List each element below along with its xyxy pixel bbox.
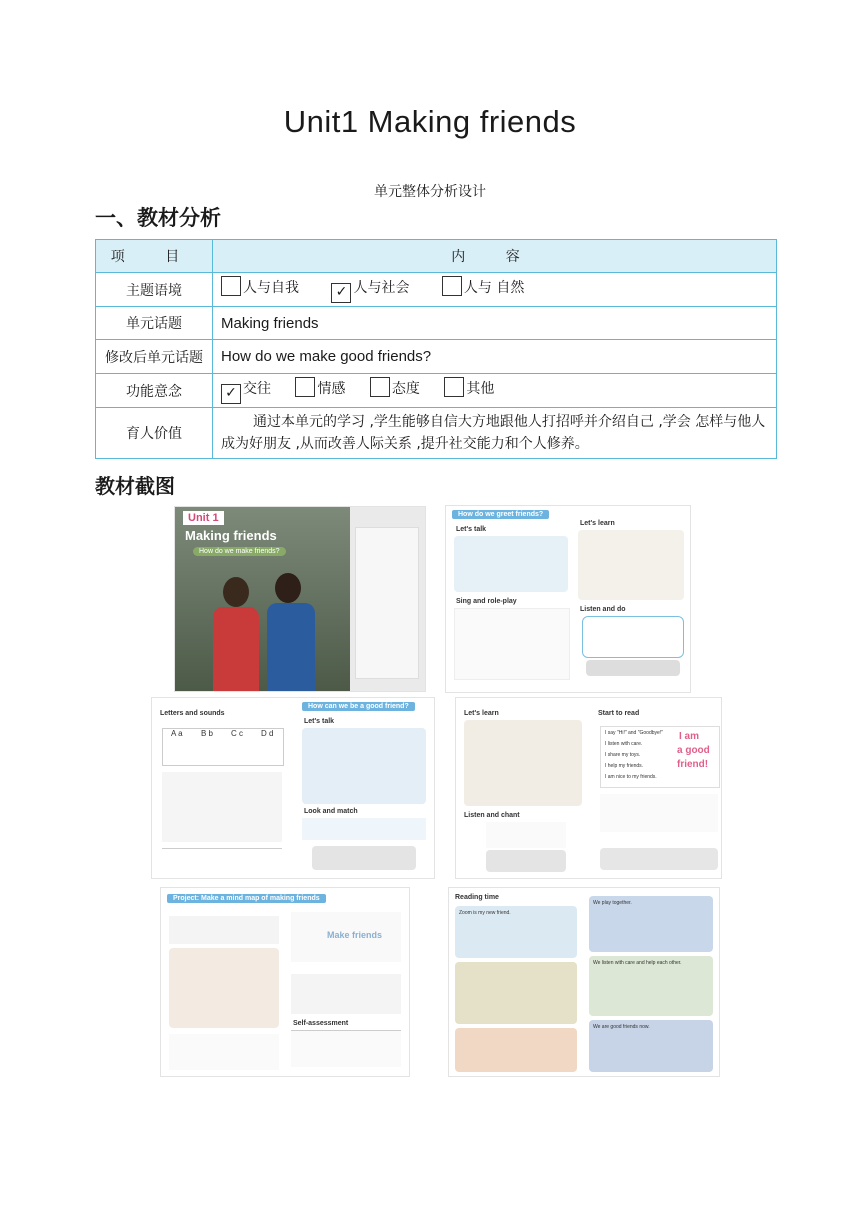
theme-label: 主题语境 <box>96 273 213 307</box>
option-label: 人与 自然 <box>463 280 525 296</box>
listen-box <box>582 616 684 658</box>
poster <box>600 726 720 788</box>
project-checklist <box>169 1034 279 1070</box>
child-body <box>213 607 259 691</box>
letter-d: D d <box>261 729 274 738</box>
theme-option-nature[interactable] <box>442 280 524 296</box>
lets-learn-label: Let's learn <box>580 520 615 527</box>
function-options <box>213 374 777 408</box>
checkbox[interactable] <box>444 377 464 397</box>
look-match-label: Look and match <box>304 808 358 815</box>
section-heading-analysis: 一、教材分析 <box>95 206 221 230</box>
b-lets-learn-label: Let's learn <box>464 710 499 717</box>
listen-and-do-label: Listen and do <box>580 606 626 613</box>
page-subtitle: 单元整体分析设计 <box>374 184 486 200</box>
table-row-revised-topic <box>96 340 777 374</box>
child-head <box>275 573 301 603</box>
page-title: Unit1 Making friends <box>283 104 577 139</box>
theme-options <box>213 273 777 307</box>
letters-grid <box>162 728 284 766</box>
child-head <box>223 577 249 607</box>
value-text: 通过本单元的学习 ,学生能够自信大方地跟他人打招呼并介绍自己 ,学会 怎样与他人成为好朋友 ,从而改善人际关系 ,提升社交能力和个人修养。 <box>213 408 777 459</box>
topic-value: Making friends <box>213 307 777 340</box>
self-assessment-label: Self-assessment <box>293 1020 349 1027</box>
section-b-banner: How can we be a good friend? <box>302 702 415 711</box>
start-to-read-label: Start to read <box>598 710 640 717</box>
unit-question: How do we make friends? <box>193 547 286 556</box>
learn-illustration <box>578 530 684 600</box>
table-row-function <box>96 374 777 408</box>
textbook-spread-b <box>151 697 435 879</box>
read-line: I am nice to my friends. <box>605 774 657 780</box>
checkbox[interactable] <box>442 276 462 296</box>
reading-caption: We play together. <box>593 900 632 906</box>
checkbox[interactable] <box>370 377 390 397</box>
function-option-emotion[interactable] <box>295 381 345 397</box>
circle-sound-exercise <box>162 772 282 842</box>
b-learn-illustration <box>464 720 582 806</box>
project-step-1 <box>169 916 279 944</box>
textbook-page-a <box>445 505 691 693</box>
reading-scene-1 <box>455 906 577 958</box>
analysis-table <box>95 239 777 459</box>
theme-option-self[interactable] <box>221 280 299 296</box>
textbook-spread-project <box>160 887 410 1077</box>
option-label: 人与自我 <box>243 280 299 296</box>
talk-illustration <box>454 536 568 592</box>
unit-title: Making friends <box>185 528 277 543</box>
revised-topic-label: 修改后单元话题 <box>96 340 213 374</box>
circle-words-table <box>600 794 718 832</box>
letter-a: A a <box>171 729 183 738</box>
read-line: I listen with care. <box>605 741 643 747</box>
section-a-banner: How do we greet friends? <box>452 510 549 519</box>
checkbox[interactable] <box>221 276 241 296</box>
read-line: I help my friends. <box>605 763 644 769</box>
project-illustration <box>169 948 279 1028</box>
function-option-attitude[interactable] <box>370 381 420 397</box>
listen-figures <box>586 660 680 676</box>
textbook-spread-c <box>455 697 722 879</box>
b-lets-talk-label: Let's talk <box>304 718 335 725</box>
song-text <box>454 608 570 680</box>
self-assessment-list <box>291 1030 401 1067</box>
mind-map-label: Make friends <box>327 930 383 940</box>
reading-caption: We listen with care and help each other. <box>593 960 682 966</box>
read-line: I say "Hi!" and "Goodbye!" <box>605 730 663 736</box>
reading-caption: Zoom is my new friend. <box>459 910 511 916</box>
listen-chant-label: Listen and chant <box>464 812 520 819</box>
section-heading-screenshots: 教材截图 <box>95 474 175 498</box>
share-ideas <box>291 974 401 1014</box>
child-body <box>267 603 315 691</box>
reading-scene-2 <box>455 962 577 1024</box>
b-talk-illustration <box>302 728 426 804</box>
write-and-say <box>162 848 282 869</box>
good-friend-faces <box>600 848 718 870</box>
textbook-spread-reading <box>448 887 720 1077</box>
lets-talk-label: Let's talk <box>456 526 487 533</box>
reading-caption: We are good friends now. <box>593 1024 650 1030</box>
table-row-topic <box>96 307 777 340</box>
reading-scene-6 <box>589 1020 713 1072</box>
letters-sounds-label: Letters and sounds <box>160 710 225 717</box>
table-row-theme <box>96 273 777 307</box>
reading-scene-3 <box>455 1028 577 1072</box>
mind-map-area <box>291 912 401 962</box>
header-item: 项 目 <box>96 240 213 273</box>
theme-option-society[interactable] <box>331 280 410 300</box>
textbook-cover-page <box>174 506 426 692</box>
cover-side-panel <box>355 527 419 679</box>
option-label: 人与社会 <box>353 280 410 296</box>
header-content: 内 容 <box>213 240 777 273</box>
table-header-row <box>96 240 777 273</box>
reading-time-label: Reading time <box>455 894 499 901</box>
option-label: 态度 <box>391 381 420 397</box>
table-row-value <box>96 408 777 459</box>
value-label: 育人价值 <box>96 408 213 459</box>
checkbox[interactable] <box>295 377 315 397</box>
reading-scene-4 <box>589 896 713 952</box>
chant-figures <box>486 850 566 872</box>
function-label: 功能意念 <box>96 374 213 408</box>
reading-scene-5 <box>589 956 713 1016</box>
checked-checkbox[interactable]: ✓ <box>331 283 351 303</box>
match-figures <box>312 846 416 870</box>
poster-title-line: friend! <box>677 759 709 770</box>
option-label: 其他 <box>466 381 495 397</box>
option-label: 情感 <box>317 381 346 397</box>
section-c-banner: Project: Make a mind map of making friends <box>167 894 326 903</box>
chant-text <box>486 822 566 848</box>
revised-topic-value: How do we make good friends? <box>213 340 777 374</box>
read-line: I share my toys. <box>605 752 641 758</box>
option-label: 交往 <box>243 381 271 397</box>
function-option-communication[interactable] <box>221 381 271 401</box>
match-phrases <box>302 818 426 840</box>
checked-checkbox[interactable]: ✓ <box>221 384 241 404</box>
letter-b: B b <box>201 729 214 738</box>
topic-label: 单元话题 <box>96 307 213 340</box>
poster-title-line: a good <box>677 745 710 756</box>
poster-title-line: I am <box>679 731 700 742</box>
unit-tag: Unit 1 <box>183 511 224 525</box>
function-option-other[interactable] <box>444 381 494 397</box>
letter-c: C c <box>231 729 243 738</box>
sing-role-play-label: Sing and role-play <box>456 598 517 605</box>
